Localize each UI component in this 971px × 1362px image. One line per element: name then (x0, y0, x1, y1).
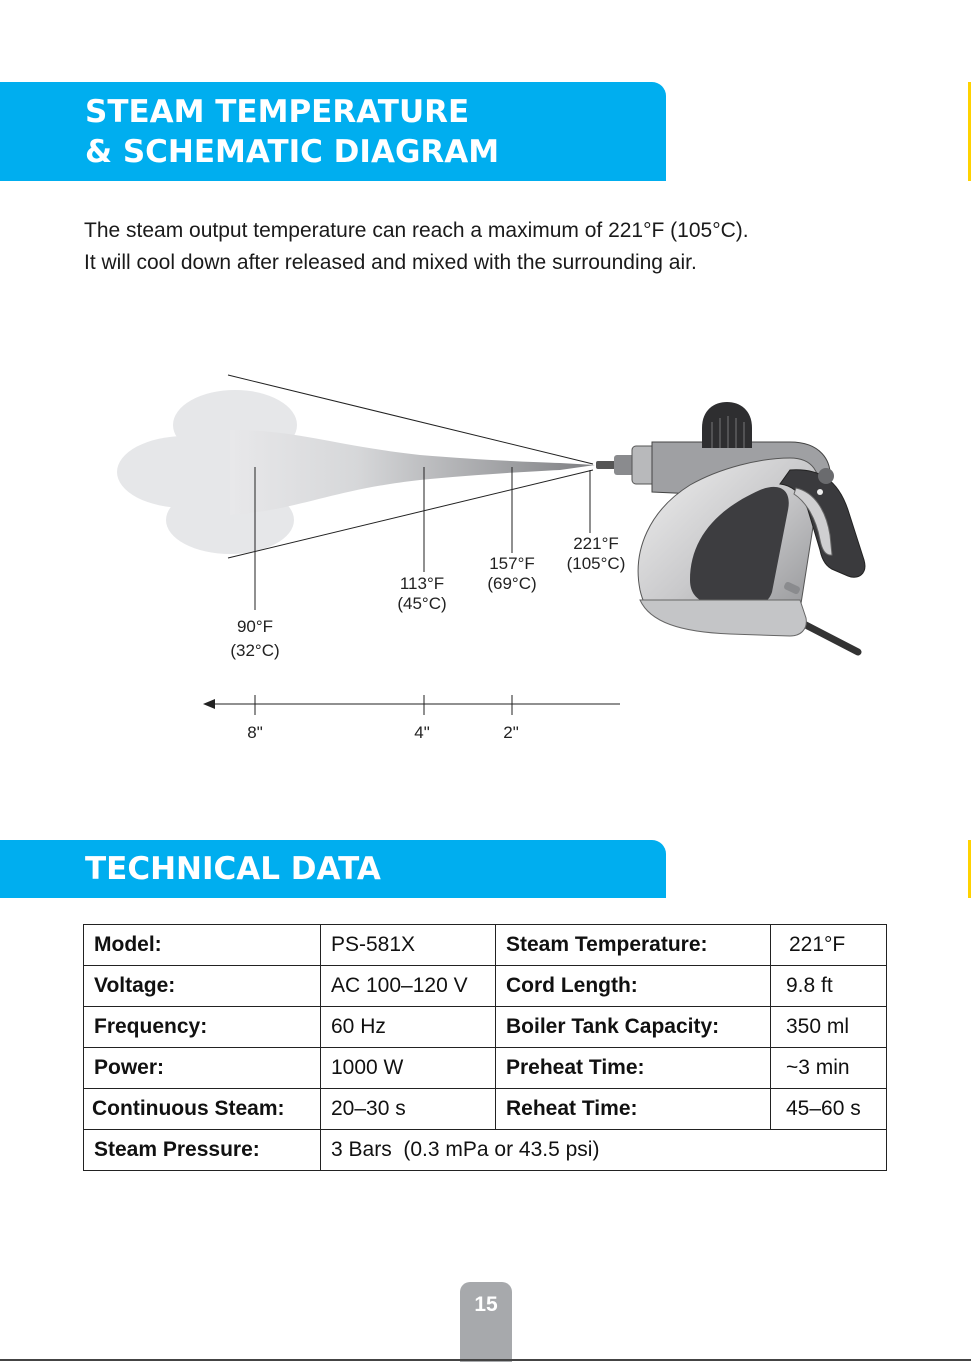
spec-value-steam-pressure: 3 Bars (0.3 mPa or 43.5 psi) (321, 1130, 887, 1171)
spec-value: 350 ml (771, 1007, 887, 1048)
intro-line-1: The steam output temperature can reach a maximum of 221°F (105°C). (84, 219, 749, 242)
technical-data-table (83, 924, 887, 1171)
spec-value: 45–60 s (771, 1089, 887, 1130)
spec-label: Steam Temperature: (496, 925, 771, 966)
spec-value: 20–30 s (321, 1089, 496, 1130)
temp-label-221-f: 221°F (573, 534, 619, 553)
temp-label-157-f: 157°F (489, 554, 535, 573)
intro-paragraph (84, 215, 904, 279)
temp-label-113-c: (45°C) (397, 594, 447, 613)
spec-value: PS-581X (321, 925, 496, 966)
section-title-technical-data (0, 840, 666, 898)
temp-label-90-c: (32°C) (230, 641, 280, 660)
steam-cleaner-icon (596, 402, 865, 652)
distance-label-8: 8" (247, 723, 263, 742)
spec-label: Model: (84, 925, 321, 966)
spec-value: 9.8 ft (771, 966, 887, 1007)
title-line-2: & SCHEMATIC DIAGRAM (85, 134, 500, 170)
distance-axis (203, 695, 620, 742)
spec-table-body (84, 925, 887, 1171)
spec-label: Power: (84, 1048, 321, 1089)
steam-schematic-diagram (0, 360, 971, 760)
title-line-1: STEAM TEMPERATURE (85, 94, 470, 130)
technical-data-title: TECHNICAL DATA (85, 851, 381, 887)
spec-label: Frequency: (84, 1007, 321, 1048)
spec-label: Reheat Time: (496, 1089, 771, 1130)
spec-label: Voltage: (84, 966, 321, 1007)
intro-line-2: It will cool down after released and mixed with the surrounding air. (84, 251, 697, 274)
table-row (84, 966, 887, 1007)
spec-value: AC 100–120 V (321, 966, 496, 1007)
distance-label-4: 4" (414, 723, 430, 742)
arrow-left-icon (203, 699, 215, 709)
spec-label: Continuous Steam: (84, 1089, 321, 1130)
table-row (84, 925, 887, 966)
temp-label-221-c: (105°C) (566, 554, 626, 573)
spec-label: Preheat Time: (496, 1048, 771, 1089)
temp-label-90-f: 90°F (236, 617, 274, 636)
spec-label-steam-pressure: Steam Pressure: (84, 1130, 321, 1171)
spec-value: 1000 W (321, 1048, 496, 1089)
distance-label-2: 2" (503, 723, 519, 742)
section-title-steam-temperature (0, 82, 666, 181)
table-row (84, 1089, 887, 1130)
table-row (84, 1130, 887, 1171)
page-number: 15 (460, 1282, 512, 1362)
bottom-rule (0, 1359, 971, 1361)
spec-value: 60 Hz (321, 1007, 496, 1048)
temp-label-157-c: (69°C) (487, 574, 537, 593)
spec-label: Boiler Tank Capacity: (496, 1007, 771, 1048)
spec-value: 221°F (771, 925, 887, 966)
spec-value: ~3 min (771, 1048, 887, 1089)
spec-label: Cord Length: (496, 966, 771, 1007)
table-row (84, 1048, 887, 1089)
temp-label-113-f: 113°F (399, 574, 445, 593)
steam-plume (117, 390, 595, 554)
table-row (84, 1007, 887, 1048)
